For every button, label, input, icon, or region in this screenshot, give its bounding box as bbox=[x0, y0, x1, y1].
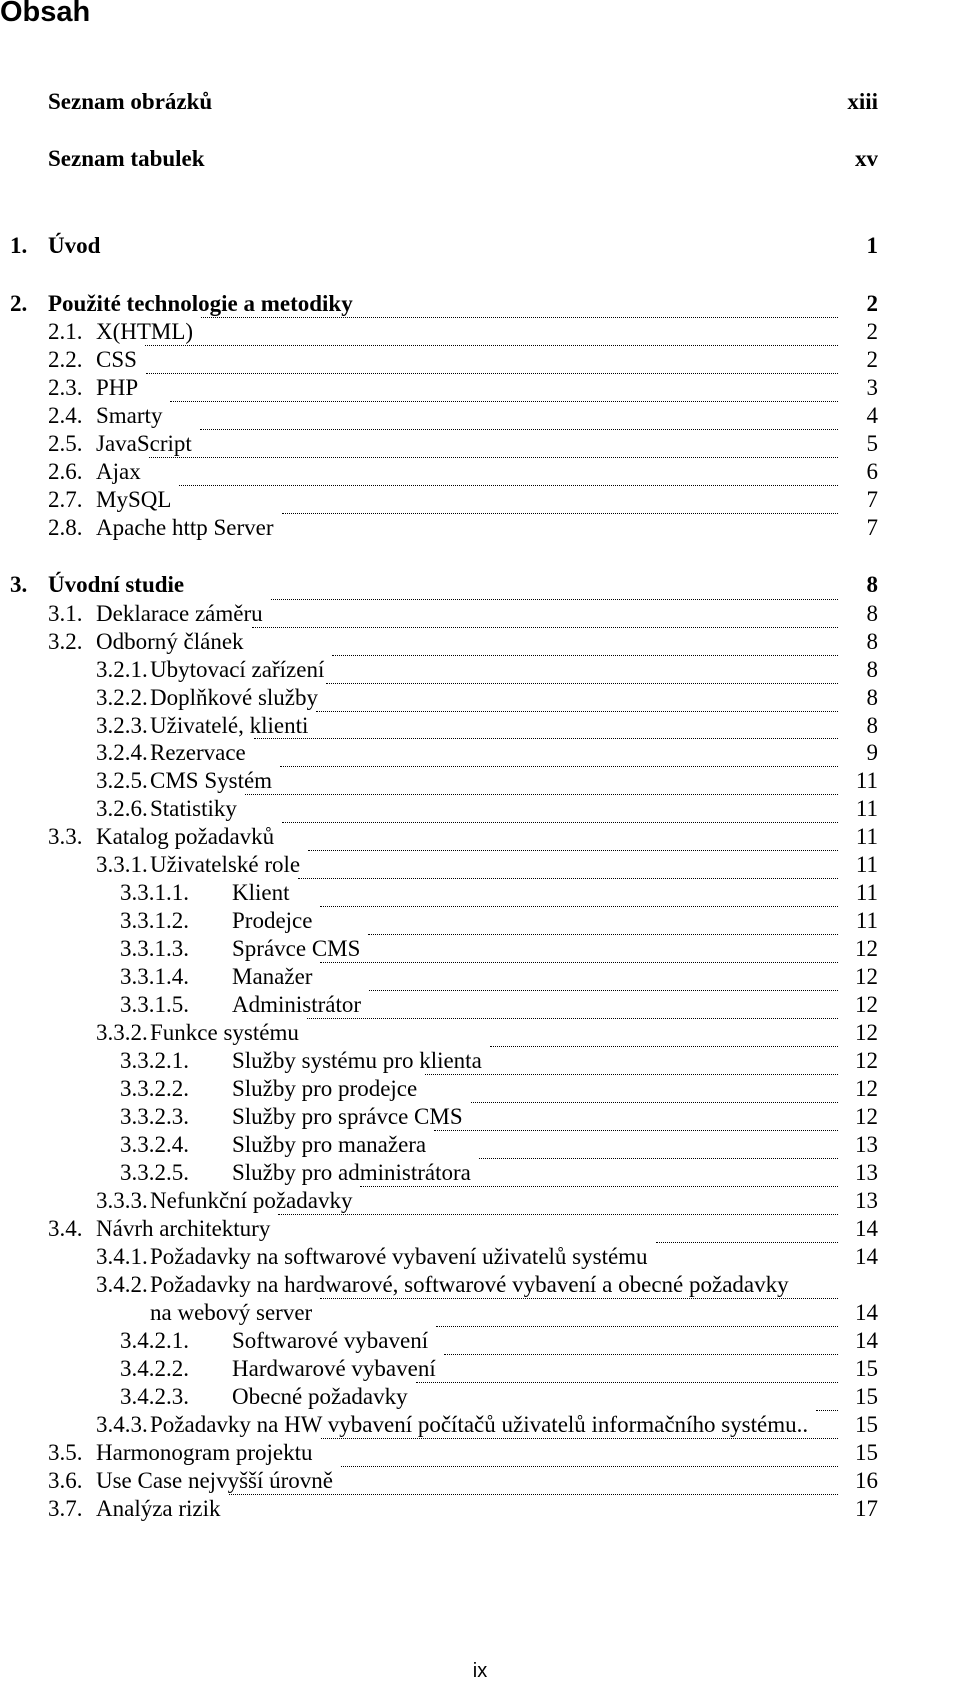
dot-leader bbox=[245, 794, 838, 795]
toc-entry-page: 13 bbox=[855, 1132, 878, 1157]
toc-entry-title: na webový server bbox=[150, 1300, 313, 1325]
toc-entry-title: Správce CMS bbox=[232, 936, 361, 961]
toc-entry-page: 14 bbox=[855, 1244, 878, 1269]
toc-entry-page: 15 bbox=[855, 1412, 878, 1437]
toc-entry-number: 2.7. bbox=[48, 487, 83, 512]
toc-entry-number: 3.4.2.3. bbox=[120, 1384, 189, 1409]
toc-entry[interactable] bbox=[0, 457, 960, 487]
dot-leader bbox=[320, 1298, 838, 1299]
toc-entry[interactable] bbox=[0, 878, 960, 908]
toc-entry-title: Požadavky na softwarové vybavení uživatelů systému bbox=[150, 1244, 648, 1269]
toc-entry-number: 3.3.3. bbox=[96, 1188, 148, 1213]
toc-entry-number: 2.1. bbox=[48, 319, 83, 344]
dot-leader bbox=[479, 1158, 838, 1159]
toc-entry-number: 3.4.3. bbox=[96, 1412, 148, 1437]
toc-entry-number: 3. bbox=[10, 572, 28, 597]
toc-entry[interactable] bbox=[0, 794, 960, 824]
toc-entry-title: Úvodní studie bbox=[48, 572, 185, 597]
toc-entry-page: 6 bbox=[866, 459, 878, 484]
toc-entry-number: 3.3.2.4. bbox=[120, 1132, 189, 1157]
toc-entry-title: Smarty bbox=[96, 403, 163, 428]
toc-entry-page: 13 bbox=[855, 1188, 878, 1213]
toc-entry-page: 8 bbox=[866, 572, 878, 597]
toc-entry-title: JavaScript bbox=[96, 431, 192, 456]
toc-entry[interactable] bbox=[0, 570, 960, 600]
toc-entry-page: 4 bbox=[866, 403, 878, 428]
page-number: ix bbox=[472, 1660, 488, 1682]
dot-leader bbox=[149, 457, 838, 458]
toc-entry-page: 8 bbox=[866, 685, 878, 710]
toc-entry-page: 2 bbox=[866, 319, 878, 344]
toc-entry-title: Odborný článek bbox=[96, 629, 244, 654]
toc-entry-number: 2.8. bbox=[48, 515, 83, 540]
toc-entry-page: 17 bbox=[855, 1496, 878, 1521]
toc-entry[interactable] bbox=[0, 485, 960, 515]
toc-entry-page: 12 bbox=[855, 964, 878, 989]
toc-entry-page: 7 bbox=[866, 487, 878, 512]
toc-entry-title: Úvod bbox=[48, 233, 101, 258]
toc-entry-title: PHP bbox=[96, 375, 139, 400]
toc-entry-number: 3.3.1. bbox=[96, 852, 148, 877]
toc-entry[interactable] bbox=[0, 1410, 960, 1440]
toc-entry-title: Harmonogram projektu bbox=[96, 1440, 313, 1465]
toc-entry-number: 3.3.1.1. bbox=[120, 880, 189, 905]
dot-leader bbox=[278, 1214, 838, 1215]
toc-entry[interactable] bbox=[0, 962, 960, 992]
toc-entry[interactable] bbox=[0, 1466, 960, 1496]
toc-entry-number: 3.3.1.4. bbox=[120, 964, 189, 989]
toc-entry[interactable] bbox=[0, 317, 960, 347]
toc-entry-page: 8 bbox=[866, 713, 878, 738]
toc-entry-number: 3.2.3. bbox=[96, 713, 148, 738]
toc-entry-title: Administrátor bbox=[232, 992, 362, 1017]
toc-entry-page: 12 bbox=[855, 936, 878, 961]
toc-entry-page: xv bbox=[855, 146, 878, 171]
toc-entry-page: 11 bbox=[855, 824, 878, 849]
toc-entry-number: 3.2.2. bbox=[96, 685, 148, 710]
toc-entry-title: Použité technologie a metodiky bbox=[48, 291, 353, 316]
toc-entry-title: Nefunkční požadavky bbox=[150, 1188, 353, 1213]
toc-entry-title: Uživatelské role bbox=[150, 852, 301, 877]
toc-entry[interactable] bbox=[0, 1186, 960, 1216]
dot-leader bbox=[179, 485, 838, 486]
toc-entry[interactable] bbox=[0, 1354, 960, 1384]
page-title: Obsah bbox=[0, 0, 91, 28]
toc-entry[interactable] bbox=[0, 766, 960, 796]
toc-entry[interactable] bbox=[0, 345, 960, 375]
dot-leader bbox=[425, 1074, 838, 1075]
toc-entry[interactable] bbox=[0, 144, 960, 174]
dot-leader bbox=[416, 1382, 838, 1383]
toc-entry-number: 3.3.2.3. bbox=[120, 1104, 189, 1129]
toc-entry-title: Doplňkové služby bbox=[150, 685, 319, 710]
dot-leader bbox=[146, 373, 838, 374]
toc-entry-page: 15 bbox=[855, 1384, 878, 1409]
dot-leader bbox=[298, 878, 838, 879]
toc-entry-number: 2.3. bbox=[48, 375, 83, 400]
toc-entry-page: 11 bbox=[855, 796, 878, 821]
toc-entry-title: Seznam obrázků bbox=[48, 89, 213, 114]
toc-entry-number: 1. bbox=[10, 233, 28, 258]
dot-leader bbox=[341, 1466, 838, 1467]
toc-entry-page: 14 bbox=[855, 1216, 878, 1241]
toc-entry-title: Ajax bbox=[96, 459, 141, 484]
dot-leader bbox=[434, 1130, 838, 1131]
toc-entry[interactable] bbox=[0, 513, 960, 543]
toc-entry-page: xiii bbox=[847, 89, 878, 114]
toc-entry-page: 2 bbox=[866, 291, 878, 316]
toc-entry[interactable] bbox=[0, 289, 960, 319]
toc-entry[interactable] bbox=[0, 1214, 960, 1244]
toc-entry-number: 3.2.5. bbox=[96, 768, 148, 793]
toc-entry-title: Rezervace bbox=[150, 740, 246, 765]
toc-entry-page: 11 bbox=[855, 880, 878, 905]
toc-entry-title: Služby pro manažera bbox=[232, 1132, 427, 1157]
toc-entry-number: 3.3.2.2. bbox=[120, 1076, 189, 1101]
toc-entry-page: 11 bbox=[855, 768, 878, 793]
toc-entry[interactable] bbox=[0, 429, 960, 459]
dot-leader bbox=[280, 766, 838, 767]
toc-entry-title: Statistiky bbox=[150, 796, 237, 821]
toc-entry-number: 2.6. bbox=[48, 459, 83, 484]
dot-leader bbox=[320, 906, 838, 907]
toc-entry-page: 15 bbox=[855, 1440, 878, 1465]
toc-entry-number: 3.2.4. bbox=[96, 740, 148, 765]
toc-entry-title: Apache http Server bbox=[96, 515, 274, 540]
toc-entry-title: Služby pro prodejce bbox=[232, 1076, 418, 1101]
toc-entry-title: Manažer bbox=[232, 964, 313, 989]
toc-entry-number: 3.3.2. bbox=[96, 1020, 148, 1045]
toc-entry-page: 2 bbox=[866, 347, 878, 372]
toc-entry[interactable] bbox=[0, 990, 960, 1020]
toc-entry-title: Obecné požadavky bbox=[232, 1384, 408, 1409]
toc-entry-title: Hardwarové vybavení bbox=[232, 1356, 436, 1381]
toc-entry-page: 13 bbox=[855, 1160, 878, 1185]
toc-entry-number: 3.4. bbox=[48, 1216, 83, 1241]
dot-leader bbox=[145, 345, 838, 346]
dot-leader bbox=[816, 1410, 838, 1411]
toc-entry-number: 3.4.2. bbox=[96, 1272, 148, 1297]
toc-entry-title: Ubytovací zařízení bbox=[150, 657, 325, 682]
toc-entry[interactable] bbox=[0, 1074, 960, 1104]
toc-entry-number: 2. bbox=[10, 291, 28, 316]
toc-entry-page: 9 bbox=[866, 740, 878, 765]
toc-entry-title: Požadavky na hardwarové, softwarové vybavení a obecné požadavky bbox=[150, 1272, 789, 1297]
dot-leader bbox=[282, 513, 838, 514]
toc-entry[interactable] bbox=[0, 1102, 960, 1132]
dot-leader bbox=[360, 1186, 838, 1187]
toc-entry[interactable] bbox=[0, 231, 960, 261]
toc-entry-page: 12 bbox=[855, 1076, 878, 1101]
toc-entry-number: 3.2.1. bbox=[96, 657, 148, 682]
toc-entry-title: Klient bbox=[232, 880, 290, 905]
toc-entry-page: 5 bbox=[866, 431, 878, 456]
dot-leader bbox=[254, 738, 838, 739]
toc-entry-page: 12 bbox=[855, 1048, 878, 1073]
toc-entry-title: Funkce systému bbox=[150, 1020, 299, 1045]
toc-entry-number: 3.3.1.3. bbox=[120, 936, 189, 961]
toc-entry[interactable] bbox=[0, 1130, 960, 1160]
dot-leader bbox=[316, 711, 838, 712]
toc-entry-number: 3.3. bbox=[48, 824, 83, 849]
toc-entry-page: 11 bbox=[855, 852, 878, 877]
toc-entry[interactable] bbox=[0, 373, 960, 403]
toc-entry[interactable] bbox=[0, 1046, 960, 1076]
toc-entry-title: Návrh architektury bbox=[96, 1216, 271, 1241]
toc-entry[interactable] bbox=[0, 934, 960, 964]
dot-leader bbox=[252, 627, 838, 628]
toc-entry-number: 3.5. bbox=[48, 1440, 83, 1465]
toc-entry-title: Use Case nejvyšší úrovně bbox=[96, 1468, 333, 1493]
toc-entry-title: Prodejce bbox=[232, 908, 313, 933]
toc-entry-number: 3.3.1.5. bbox=[120, 992, 189, 1017]
toc-entry-title: Softwarové vybavení bbox=[232, 1328, 429, 1353]
toc-entry-title: Služby pro správce CMS bbox=[232, 1104, 463, 1129]
dot-leader bbox=[320, 962, 838, 963]
toc-entry[interactable] bbox=[0, 401, 960, 431]
toc-entry-number: 3.2. bbox=[48, 629, 83, 654]
toc-entry-number: 3.7. bbox=[48, 1496, 83, 1521]
toc-entry[interactable] bbox=[0, 1242, 960, 1272]
toc-entry-number: 3.3.1.2. bbox=[120, 908, 189, 933]
toc-entry[interactable] bbox=[0, 1270, 960, 1300]
dot-leader bbox=[170, 401, 838, 402]
toc-entry-number: 3.4.1. bbox=[96, 1244, 148, 1269]
toc-entry[interactable] bbox=[0, 738, 960, 768]
dot-leader bbox=[436, 1326, 838, 1327]
toc-entry-title: Služby systému pro klienta bbox=[232, 1048, 482, 1073]
toc-entry-title: Požadavky na HW vybavení počítačů uživatelů informačního systému.. bbox=[150, 1412, 809, 1437]
toc-entry-number: 2.5. bbox=[48, 431, 83, 456]
toc-entry-page: 7 bbox=[866, 515, 878, 540]
dot-leader bbox=[471, 1102, 838, 1103]
toc-entry-number: 2.2. bbox=[48, 347, 83, 372]
toc-entry-page: 3 bbox=[866, 375, 878, 400]
dot-leader bbox=[326, 683, 838, 684]
toc-entry[interactable] bbox=[0, 1382, 960, 1412]
dot-leader bbox=[282, 822, 838, 823]
dot-leader bbox=[321, 1438, 838, 1439]
toc-entry-page: 12 bbox=[855, 1104, 878, 1129]
toc-entry[interactable] bbox=[0, 711, 960, 741]
dot-leader bbox=[307, 1018, 838, 1019]
toc-entry-page: 12 bbox=[855, 992, 878, 1017]
dot-leader bbox=[308, 850, 838, 851]
toc-entry-page: 12 bbox=[855, 1020, 878, 1045]
toc-entry-number: 3.2.6. bbox=[96, 796, 148, 821]
toc-entry[interactable] bbox=[0, 1494, 960, 1524]
dot-leader bbox=[368, 934, 838, 935]
toc-entry-number: 3.6. bbox=[48, 1468, 83, 1493]
toc-entry-title: MySQL bbox=[96, 487, 172, 512]
toc-entry-number: 3.3.2.5. bbox=[120, 1160, 189, 1185]
toc-entry-title: X(HTML) bbox=[96, 319, 194, 344]
toc-entry[interactable] bbox=[0, 1438, 960, 1468]
toc-entry-page: 16 bbox=[855, 1468, 878, 1493]
toc-entry-page: 11 bbox=[855, 908, 878, 933]
toc-entry[interactable] bbox=[0, 683, 960, 713]
toc-entry-number: 3.4.2.2. bbox=[120, 1356, 189, 1381]
toc-entry-page: 8 bbox=[866, 629, 878, 654]
dot-leader bbox=[444, 1354, 838, 1355]
toc-entry-number: 3.3.2.1. bbox=[120, 1048, 189, 1073]
dot-leader bbox=[200, 429, 838, 430]
toc-entry-title: Katalog požadavků bbox=[96, 824, 275, 849]
dot-leader bbox=[229, 1494, 838, 1495]
toc-entry[interactable] bbox=[0, 1298, 960, 1328]
toc-entry[interactable] bbox=[0, 655, 960, 685]
dot-leader bbox=[332, 655, 838, 656]
toc-entry-page: 1 bbox=[866, 233, 878, 258]
dot-leader bbox=[201, 317, 838, 318]
toc-entry-title: Uživatelé, klienti bbox=[150, 713, 309, 738]
toc-entry-title: Služby pro administrátora bbox=[232, 1160, 471, 1185]
toc-entry[interactable] bbox=[0, 1018, 960, 1048]
toc-entry-title: CSS bbox=[96, 347, 137, 372]
toc-entry-number: 2.4. bbox=[48, 403, 83, 428]
toc-entry[interactable] bbox=[0, 1326, 960, 1356]
toc-entry[interactable] bbox=[0, 850, 960, 880]
dot-leader bbox=[490, 1046, 838, 1047]
toc-entry-title: CMS Systém bbox=[150, 768, 273, 793]
toc-entry-number: 3.4.2.1. bbox=[120, 1328, 189, 1353]
toc-entry-page: 8 bbox=[866, 601, 878, 626]
toc-entry[interactable] bbox=[0, 906, 960, 936]
dot-leader bbox=[369, 990, 838, 991]
toc-entry-title: Analýza rizik bbox=[96, 1496, 221, 1521]
toc-entry[interactable] bbox=[0, 822, 960, 852]
dot-leader bbox=[656, 1242, 838, 1243]
toc-entry-page: 8 bbox=[866, 657, 878, 682]
toc-entry[interactable] bbox=[0, 1158, 960, 1188]
dot-leader bbox=[271, 599, 838, 600]
toc-entry[interactable] bbox=[0, 87, 960, 117]
toc-entry-number: 3.1. bbox=[48, 601, 83, 626]
toc-entry-page: 15 bbox=[855, 1356, 878, 1381]
toc-entry[interactable] bbox=[0, 627, 960, 657]
toc-entry-title: Seznam tabulek bbox=[48, 146, 205, 171]
toc-entry-page: 14 bbox=[855, 1300, 878, 1325]
toc-entry[interactable] bbox=[0, 599, 960, 629]
toc-entry-title: Deklarace záměru bbox=[96, 601, 263, 626]
toc-entry-page: 14 bbox=[855, 1328, 878, 1353]
